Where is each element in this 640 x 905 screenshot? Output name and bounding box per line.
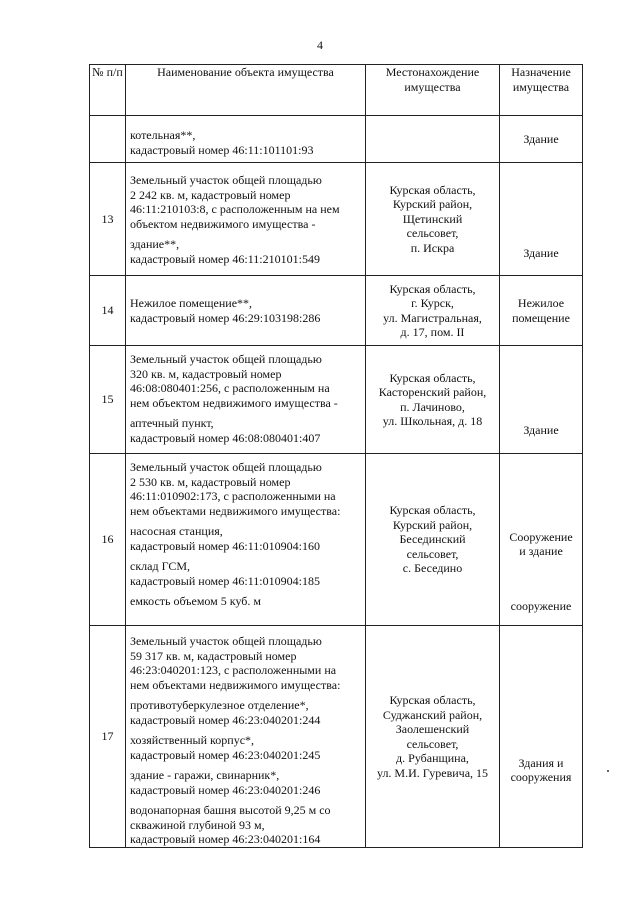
table-row <box>90 454 583 626</box>
name-line: водонапорная башня высотой 9,25 м со <box>130 803 331 817</box>
object-name <box>126 454 366 626</box>
row-number <box>90 116 126 163</box>
name-line: кадастровый номер 46:11:010904:160 <box>130 538 320 553</box>
name-line: кадастровый номер 46:11:101101:93 <box>130 142 314 157</box>
purpose-line: Здание <box>523 423 559 437</box>
object-purpose <box>500 346 583 454</box>
header-num: № п/п <box>90 65 126 116</box>
table-row <box>90 163 583 276</box>
purpose-line: Здание <box>523 246 559 260</box>
location-line: Курская область, <box>389 281 476 296</box>
header-purpose: Назначение имущества <box>500 65 583 116</box>
name-line: объектом недвижимого имущества - <box>130 216 316 231</box>
object-location <box>366 626 500 848</box>
location-line: сельсовет, <box>406 226 459 241</box>
name-line: кадастровый номер 46:23:040201:244 <box>130 712 321 727</box>
purpose-line: помещение <box>512 310 570 325</box>
object-name <box>126 626 366 848</box>
object-name <box>126 116 366 163</box>
page-number: 4 <box>317 38 323 52</box>
object-purpose <box>500 626 583 848</box>
name-line: емкость объемом 5 куб. м <box>130 594 261 608</box>
name-line: насосная станция, <box>130 524 223 538</box>
name-line: кадастровый номер 46:23:040201:164 <box>130 832 321 846</box>
location-line: ул. М.И. Гуревича, 15 <box>376 765 489 780</box>
name-line: кадастровый номер 46:08:080401:407 <box>130 430 321 445</box>
location-line: Курская область, <box>389 503 476 518</box>
row-number: 17 <box>90 626 126 848</box>
object-location <box>366 346 500 454</box>
table-row <box>90 346 583 454</box>
location-line: п. Искра <box>410 240 455 255</box>
object-location <box>366 454 500 626</box>
name-line: 2 242 кв. м, кадастровый номер <box>130 187 291 202</box>
row-number: 14 <box>90 276 126 346</box>
object-purpose <box>500 276 583 346</box>
location-line: п. Лачиново, <box>400 399 465 414</box>
name-line: нем объектами недвижимого имущества: <box>130 503 341 518</box>
name-line: здание**, <box>130 237 180 251</box>
name-line: 46:11:210103:8, с расположенным на нем <box>130 202 340 216</box>
location-line: Курская область, <box>389 370 476 385</box>
location-line: Заолешенский <box>395 722 470 736</box>
purpose-line: Здания и <box>518 756 564 770</box>
location-line: Курская область, <box>389 182 476 197</box>
name-line: Нежилое помещение**, <box>130 296 253 310</box>
location-line: Курский район, <box>392 517 473 532</box>
table-row <box>90 116 583 163</box>
name-line: противотуберкулезное отделение*, <box>130 698 309 712</box>
name-line: Земельный участок общей площадью <box>130 634 322 648</box>
location-line: Курский район, <box>392 197 473 212</box>
property-table <box>89 64 583 848</box>
name-line: нем объектами недвижимого имущества: <box>130 677 341 692</box>
object-location <box>366 116 500 163</box>
object-name <box>126 163 366 276</box>
location-line: сельсовет, <box>406 736 459 751</box>
name-line: Земельный участок общей площадью <box>130 352 322 366</box>
location-line: д. Рубанщина, <box>396 751 469 765</box>
name-line: 320 кв. м, кадастровый номер <box>130 366 282 381</box>
purpose-line: и здание <box>519 544 563 558</box>
object-purpose <box>500 163 583 276</box>
header-name: Наименование объекта имущества <box>126 65 366 116</box>
name-line: котельная**, <box>130 128 196 142</box>
purpose-line: сооружение <box>510 599 572 613</box>
name-line: хозяйственный корпус*, <box>130 733 255 747</box>
object-location <box>366 276 500 346</box>
name-line: кадастровый номер 46:11:210101:549 <box>130 251 320 266</box>
table-row <box>90 626 583 848</box>
purpose-line: сооружения <box>510 770 572 784</box>
name-line: Земельный участок общей площадью <box>130 173 322 187</box>
purpose-line: Здание <box>523 132 559 146</box>
name-line: кадастровый номер 46:23:040201:245 <box>130 747 321 762</box>
location-line: д. 17, пом. II <box>400 325 465 339</box>
row-number: 16 <box>90 454 126 626</box>
location-line: Бесединский <box>399 532 466 547</box>
name-line: 46:23:040201:123, с расположенными на <box>130 663 337 677</box>
name-line: здание - гаражи, свинарник*, <box>130 768 280 782</box>
name-line: нем объектом недвижимого имущества - <box>130 395 338 410</box>
object-name <box>126 276 366 346</box>
location-line: Курская область, <box>389 693 476 707</box>
purpose-line: Нежилое <box>517 296 565 310</box>
name-line: 2 530 кв. м, кадастровый номер <box>130 474 291 489</box>
object-name <box>126 346 366 454</box>
table-header-row <box>90 65 583 116</box>
location-line: Щетинский <box>402 211 463 226</box>
name-line: 46:08:080401:256, с расположенным на <box>130 381 330 395</box>
location-line: сельсовет, <box>406 546 459 561</box>
name-line: аптечный пункт, <box>130 416 214 430</box>
name-line: склад ГСМ, <box>130 559 191 573</box>
name-line: кадастровый номер 46:23:040201:246 <box>130 782 321 797</box>
name-line: Земельный участок общей площадью <box>130 460 322 474</box>
name-line: кадастровый номер 46:11:010904:185 <box>130 573 320 588</box>
name-line: кадастровый номер 46:29:103198:286 <box>130 310 321 325</box>
object-purpose <box>500 116 583 163</box>
location-line: с. Беседино <box>402 561 463 576</box>
location-line: Суджанский район, <box>382 707 483 722</box>
row-number: 13 <box>90 163 126 276</box>
location-line: г. Курск, <box>411 296 454 310</box>
scan-speck <box>607 770 609 772</box>
location-line: ул. Школьная, д. 18 <box>382 414 483 428</box>
name-line: скважиной глубиной 93 м, <box>130 817 265 832</box>
row-number: 15 <box>90 346 126 454</box>
purpose-line: Сооружение <box>509 530 573 544</box>
header-location: Местонахождение имущества <box>366 65 500 116</box>
name-line: 59 317 кв. м, кадастровый номер <box>130 648 297 663</box>
name-line: 46:11:010902:173, с расположенными на <box>130 489 336 503</box>
location-line: ул. Магистральная, <box>383 310 482 325</box>
object-location <box>366 163 500 276</box>
object-purpose <box>500 454 583 626</box>
location-line: Касторенский район, <box>378 385 487 399</box>
table-row <box>90 276 583 346</box>
